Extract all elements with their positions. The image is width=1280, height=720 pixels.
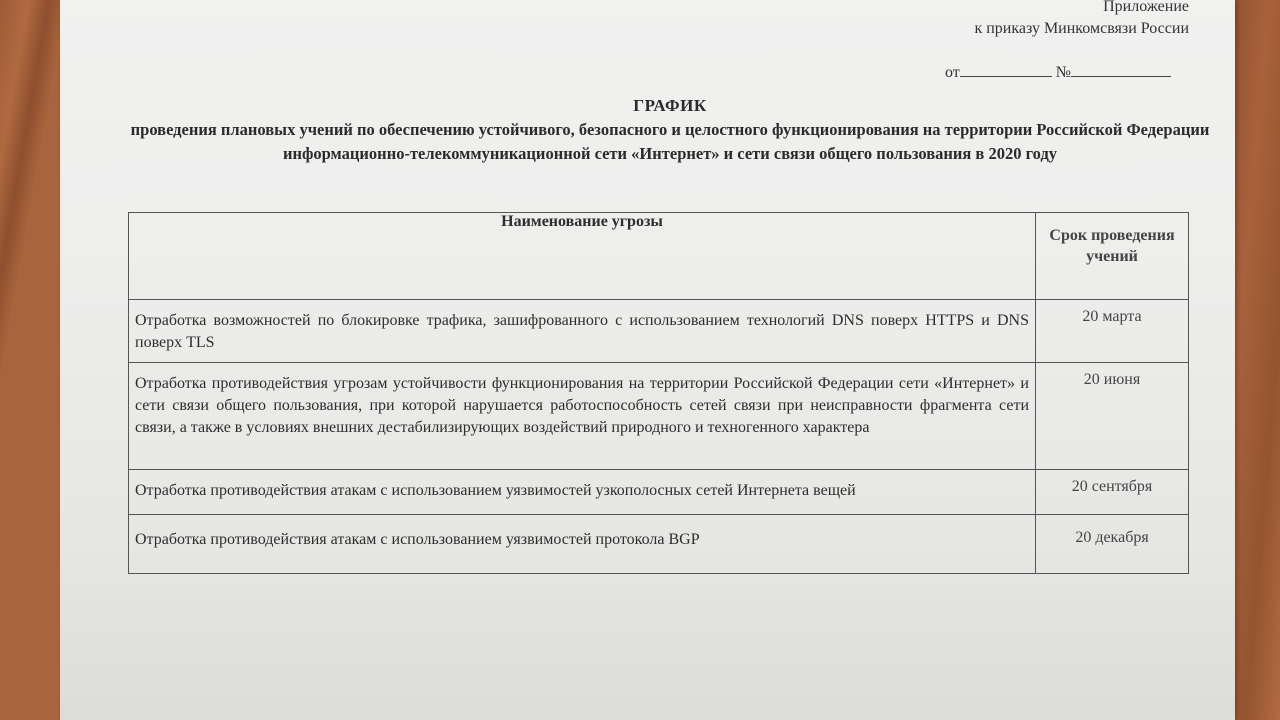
exercise-date-cell: 20 декабря	[1036, 515, 1189, 574]
exercise-date-cell: 20 марта	[1036, 300, 1189, 363]
date-prefix: от	[945, 64, 960, 81]
number-prefix: №	[1055, 64, 1072, 81]
table-row	[129, 515, 1189, 574]
table-header-row	[129, 213, 1189, 300]
appendix-order-reference: к приказу Минкомсвязи России	[974, 20, 1189, 37]
document-subtitle: проведения плановых учений по обеспечению устойчивого, безопасного и целостного функционирования на территории Российской Федерации информационно-телекоммуникационной сети «Интернет» и сети связи общего пользования в 2020 году	[130, 120, 1210, 163]
table-row	[129, 470, 1189, 515]
appendix-block	[974, 0, 1189, 40]
threat-name-cell: Отработка противодействия атакам с использованием уязвимостей протокола BGP	[129, 515, 1036, 574]
table-row	[129, 363, 1189, 470]
threat-name-cell: Отработка противодействия угрозам устойчивости функционирования на территории Российской Федерации сети «Интернет» и сети связи общего пользования, при которой нарушается работоспособность сетей связи при неисправности фрагмента сети связи, а также в условиях внешних дестабилизирующих воздействий природного и техногенного характера	[129, 363, 1036, 470]
threat-name-cell: Отработка противодействия атакам с использованием уязвимостей узкополосных сетей Интернета вещей	[129, 470, 1036, 515]
date-blank	[960, 62, 1052, 77]
header-exercise-date: Срок проведения учений	[1036, 213, 1189, 300]
header-threat-name: Наименование угрозы	[129, 213, 1036, 300]
exercise-date-cell: 20 июня	[1036, 363, 1189, 470]
threat-name-cell: Отработка возможностей по блокировке трафика, зашифрованного с использованием технологий DNS поверх HTTPS и DNS поверх TLS	[129, 300, 1036, 363]
document-title: ГРАФИК	[633, 96, 707, 115]
number-blank	[1071, 62, 1171, 77]
threat-schedule-table	[128, 212, 1189, 574]
exercise-date-cell: 20 сентября	[1036, 470, 1189, 515]
appendix-label: Приложение	[1103, 0, 1189, 15]
document-sheet	[60, 0, 1235, 720]
order-date-number-line	[945, 62, 1171, 82]
table-row	[129, 300, 1189, 363]
